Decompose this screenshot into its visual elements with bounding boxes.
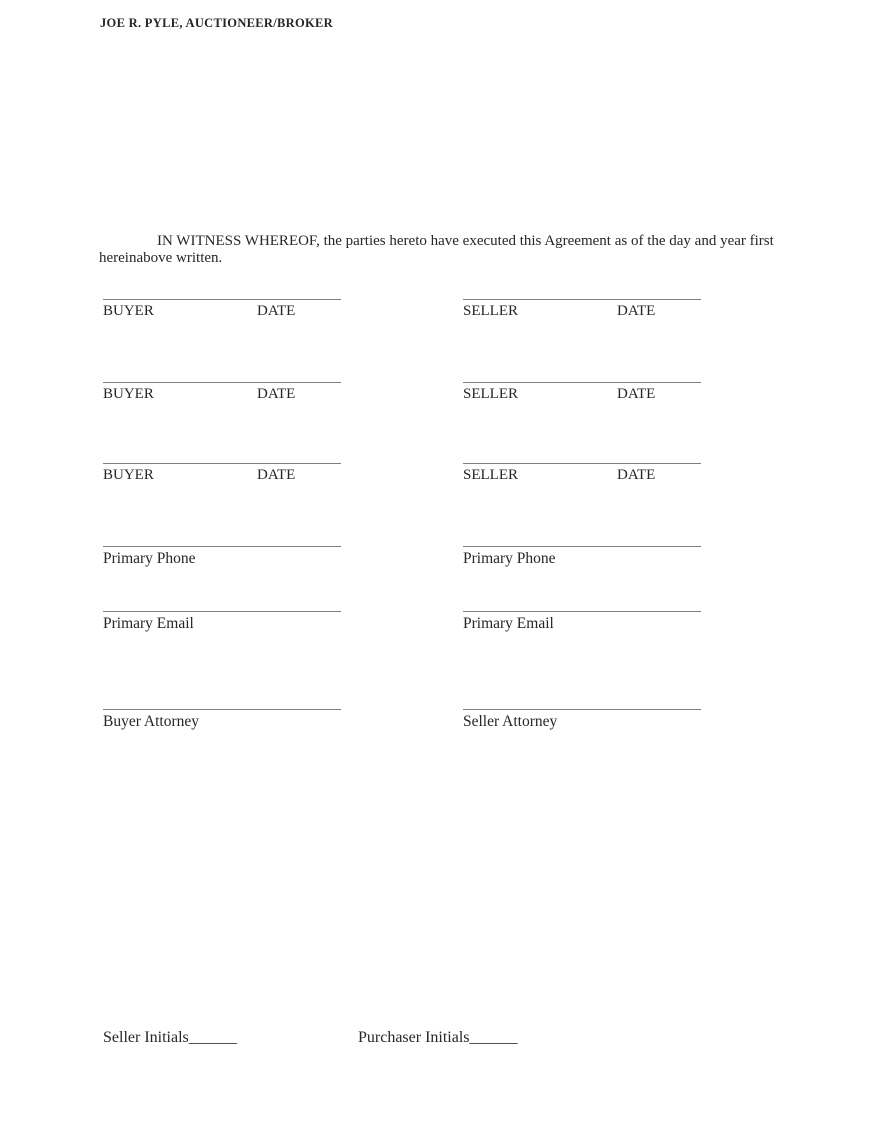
date-label: DATE <box>617 303 656 319</box>
seller-email-label: Primary Email <box>463 615 554 632</box>
seller-initials-line[interactable]: ______ <box>188 1029 237 1046</box>
seller-phone-field <box>463 511 701 567</box>
seller-phone-line[interactable] <box>463 511 701 547</box>
purchaser-initials-field <box>358 1029 518 1047</box>
buyer-phone-field <box>103 511 341 567</box>
seller-signature-line-1[interactable] <box>463 264 701 300</box>
seller-signature-line-3[interactable] <box>463 428 701 464</box>
seller-signature-block-2 <box>463 347 701 403</box>
buyer-email-line[interactable] <box>103 576 341 612</box>
date-label: DATE <box>257 467 296 483</box>
buyer-signature-line-1[interactable] <box>103 264 341 300</box>
broker-header: JOE R. PYLE, AUCTIONEER/BROKER <box>100 16 333 30</box>
seller-signature-line-2[interactable] <box>463 347 701 383</box>
date-label: DATE <box>257 303 296 319</box>
buyer-label: BUYER <box>103 303 154 319</box>
date-label: DATE <box>617 386 656 402</box>
seller-attorney-label: Seller Attorney <box>463 713 558 730</box>
buyer-phone-line[interactable] <box>103 511 341 547</box>
seller-initials-field <box>103 1029 237 1047</box>
seller-signature-block-1 <box>463 264 701 320</box>
buyer-attorney-field <box>103 674 341 730</box>
buyer-email-field <box>103 576 341 632</box>
witness-clause: IN WITNESS WHEREOF, the parties hereto have executed this Agreement as of the day and year first hereinabove written. <box>99 233 774 266</box>
seller-initials-label: Seller Initials <box>103 1029 189 1046</box>
seller-signature-block-3 <box>463 428 701 484</box>
buyer-email-label: Primary Email <box>103 615 194 632</box>
seller-label: SELLER <box>463 386 518 402</box>
seller-attorney-field <box>463 674 701 730</box>
buyer-attorney-label: Buyer Attorney <box>103 713 199 730</box>
seller-label: SELLER <box>463 303 518 319</box>
buyer-label: BUYER <box>103 467 154 483</box>
date-label: DATE <box>617 467 656 483</box>
buyer-attorney-line[interactable] <box>103 674 341 710</box>
seller-phone-label: Primary Phone <box>463 550 556 567</box>
buyer-label: BUYER <box>103 386 154 402</box>
buyer-signature-line-3[interactable] <box>103 428 341 464</box>
date-label: DATE <box>257 386 296 402</box>
buyer-signature-line-2[interactable] <box>103 347 341 383</box>
purchaser-initials-label: Purchaser Initials <box>358 1029 470 1046</box>
seller-label: SELLER <box>463 467 518 483</box>
buyer-signature-block-2 <box>103 347 341 403</box>
seller-attorney-line[interactable] <box>463 674 701 710</box>
seller-email-field <box>463 576 701 632</box>
buyer-phone-label: Primary Phone <box>103 550 196 567</box>
seller-email-line[interactable] <box>463 576 701 612</box>
purchaser-initials-line[interactable]: ______ <box>469 1029 518 1046</box>
buyer-signature-block-1 <box>103 264 341 320</box>
buyer-signature-block-3 <box>103 428 341 484</box>
